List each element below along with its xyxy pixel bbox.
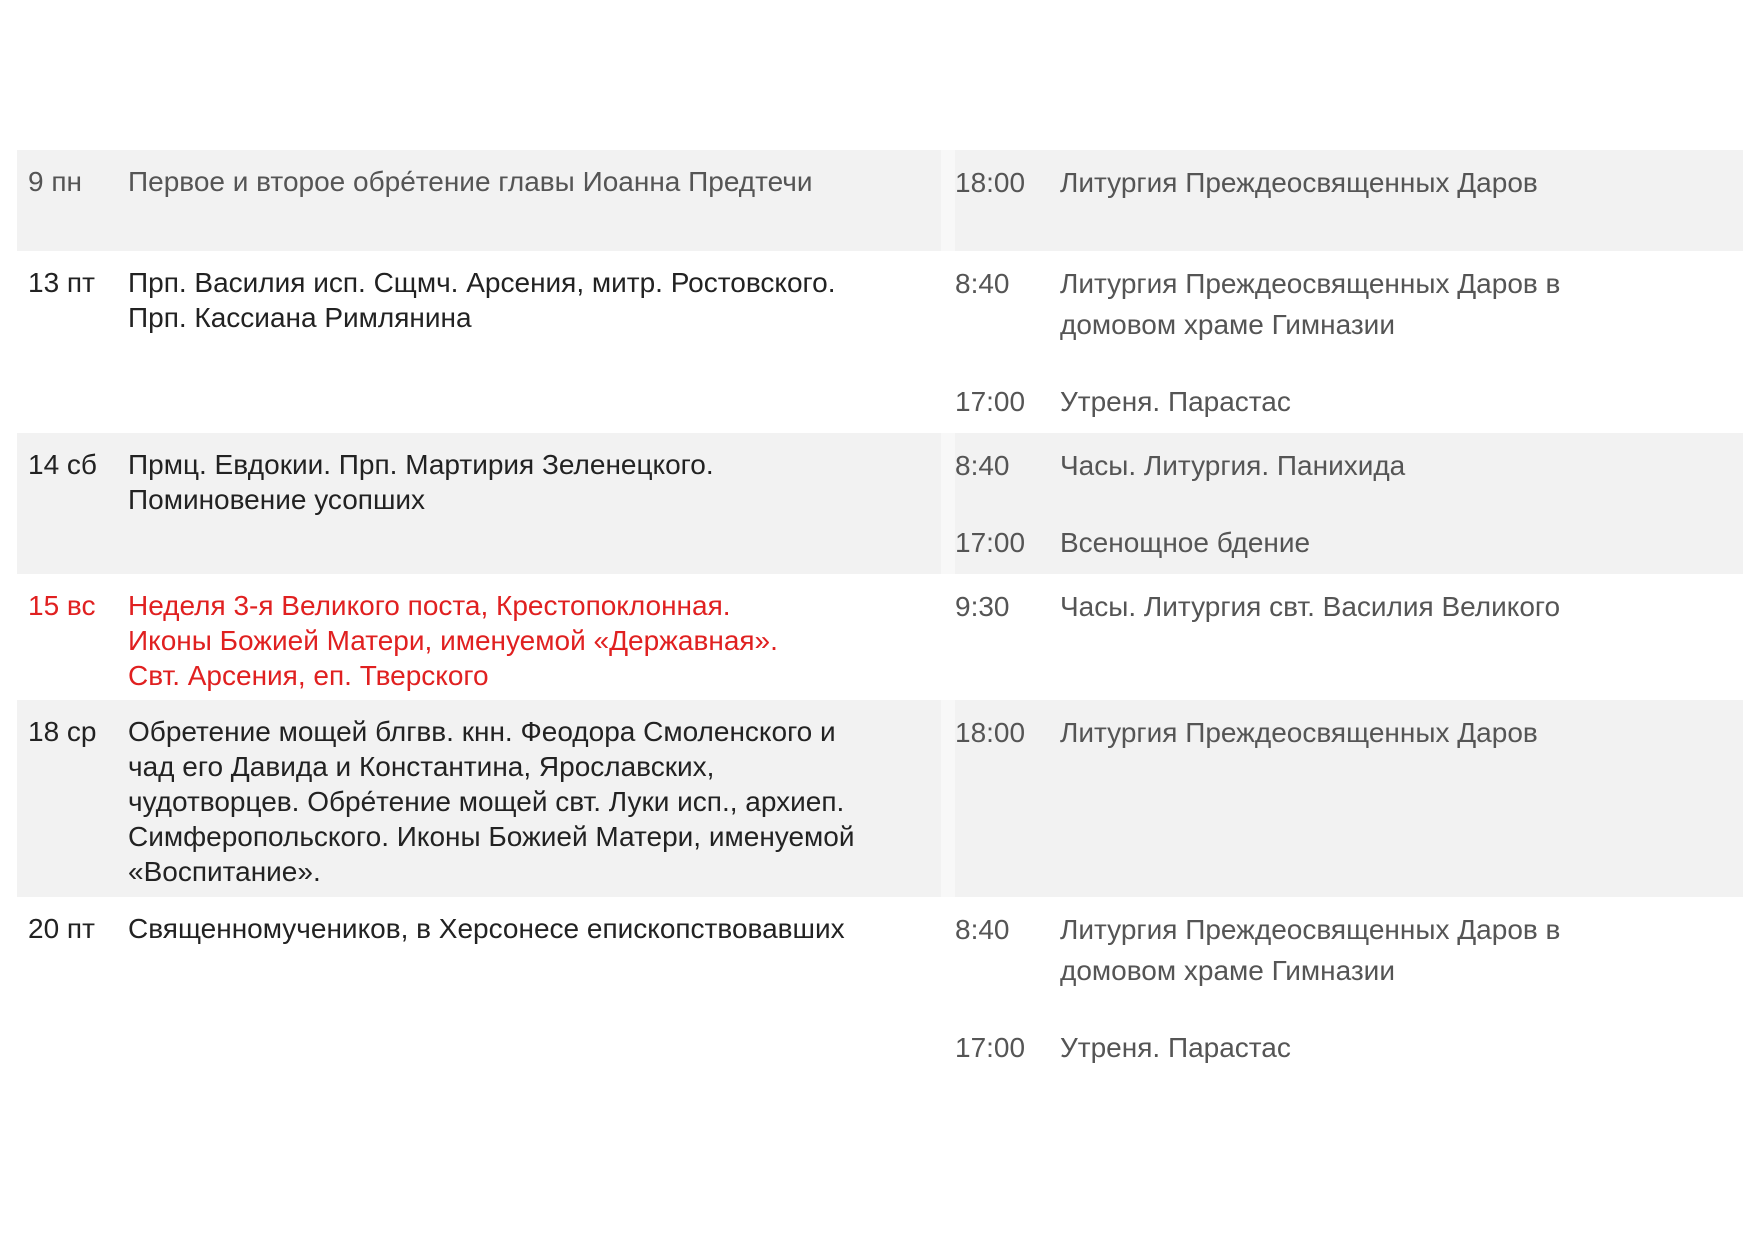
feast-description — [128, 433, 941, 574]
service-name-line: Утреня. Парастас — [1060, 1032, 1291, 1063]
feast-line: Священномучеников, в Херсонесе епископствовавших — [128, 913, 845, 944]
schedule-row — [17, 150, 1743, 251]
service-name-line: Литургия Преждеосвященных Даров в — [1060, 914, 1561, 945]
service-time: 18:00 — [955, 717, 1026, 748]
service-name — [1060, 909, 1743, 991]
service-name — [1060, 381, 1743, 422]
schedule-row — [17, 700, 1743, 897]
service-name — [1060, 263, 1743, 345]
feast-line: Прп. Василия исп. Сщмч. Арсения, митр. Ростовского. — [128, 267, 836, 298]
feast-line: чад его Давида и Константина, Ярославских, — [128, 751, 715, 782]
service-time: 18:00 — [955, 167, 1026, 198]
services-list — [955, 574, 1743, 700]
service-item — [955, 909, 1743, 991]
service-name-line: Всенощное бдение — [1060, 527, 1311, 558]
services-list — [955, 251, 1743, 433]
services-list — [955, 897, 1743, 1077]
service-name-line: Литургия Преждеосвященных Даров — [1060, 717, 1538, 748]
service-item — [955, 263, 1743, 345]
feast-description — [128, 574, 941, 700]
schedule-row — [17, 433, 1743, 574]
feast-description — [128, 700, 941, 897]
schedule-row — [17, 897, 1743, 1077]
service-item — [955, 381, 1743, 422]
schedule-row — [17, 251, 1743, 433]
service-time: 8:40 — [955, 450, 1010, 481]
service-name — [1060, 162, 1743, 203]
day-label: 9 пн — [28, 166, 82, 197]
feast-line: «Воспитание». — [128, 856, 321, 887]
service-name-line: Часы. Литургия свт. Василия Великого — [1060, 591, 1561, 622]
feast-line: Прмц. Евдокии. Прп. Мартирия Зеленецкого. — [128, 449, 714, 480]
day-label: 14 сб — [28, 449, 97, 480]
service-name — [1060, 522, 1743, 563]
service-name — [1060, 586, 1743, 627]
feast-description — [128, 251, 941, 433]
service-time: 17:00 — [955, 527, 1026, 558]
day-label: 15 вс — [28, 590, 96, 621]
schedule-row — [17, 574, 1743, 700]
feast-line: Прп. Кассиана Римлянина — [128, 302, 472, 333]
service-item — [955, 162, 1743, 203]
service-time: 8:40 — [955, 268, 1010, 299]
column-gap — [941, 150, 955, 251]
service-name — [1060, 1027, 1743, 1068]
service-item — [955, 586, 1743, 627]
feast-line: Симферопольского. Иконы Божией Матери, именуемой — [128, 821, 855, 852]
service-name-line: домовом храме Гимназии — [1060, 955, 1395, 986]
feast-line: чудотворцев. Обре́тение мощей свт. Луки исп., архиеп. — [128, 786, 845, 817]
feast-line: Первое и второе обре́тение главы Иоанна Предтечи — [128, 166, 813, 197]
service-name-line: Литургия Преждеосвященных Даров — [1060, 167, 1538, 198]
day-label: 18 ср — [28, 716, 97, 747]
feast-line: Свт. Арсения, еп. Тверского — [128, 660, 489, 691]
service-name-line: Литургия Преждеосвященных Даров в — [1060, 268, 1561, 299]
service-name-line: домовом храме Гимназии — [1060, 309, 1395, 340]
day-label: 20 пт — [28, 913, 95, 944]
column-gap — [941, 433, 955, 574]
feast-line: Неделя 3-я Великого поста, Крестопоклонная. — [128, 590, 731, 621]
service-item — [955, 1027, 1743, 1068]
service-name-line: Утреня. Парастас — [1060, 386, 1291, 417]
services-list — [955, 433, 1743, 574]
service-item — [955, 712, 1743, 753]
feast-description — [128, 897, 941, 1077]
service-name-line: Часы. Литургия. Панихида — [1060, 450, 1406, 481]
day-label: 13 пт — [28, 267, 95, 298]
services-list — [955, 700, 1743, 897]
feast-line: Обретение мощей блгвв. кнн. Феодора Смоленского и — [128, 716, 836, 747]
service-item — [955, 445, 1743, 486]
column-gap — [941, 700, 955, 897]
service-time: 8:40 — [955, 914, 1010, 945]
service-time: 17:00 — [955, 386, 1026, 417]
service-time: 17:00 — [955, 1032, 1026, 1063]
service-name — [1060, 445, 1743, 486]
schedule-table — [17, 150, 1743, 1077]
service-name — [1060, 712, 1743, 753]
service-time: 9:30 — [955, 591, 1010, 622]
feast-line: Поминовение усопших — [128, 484, 426, 515]
feast-description — [128, 150, 941, 251]
feast-line: Иконы Божией Матери, именуемой «Державная». — [128, 625, 778, 656]
service-item — [955, 522, 1743, 563]
services-list — [955, 150, 1743, 251]
